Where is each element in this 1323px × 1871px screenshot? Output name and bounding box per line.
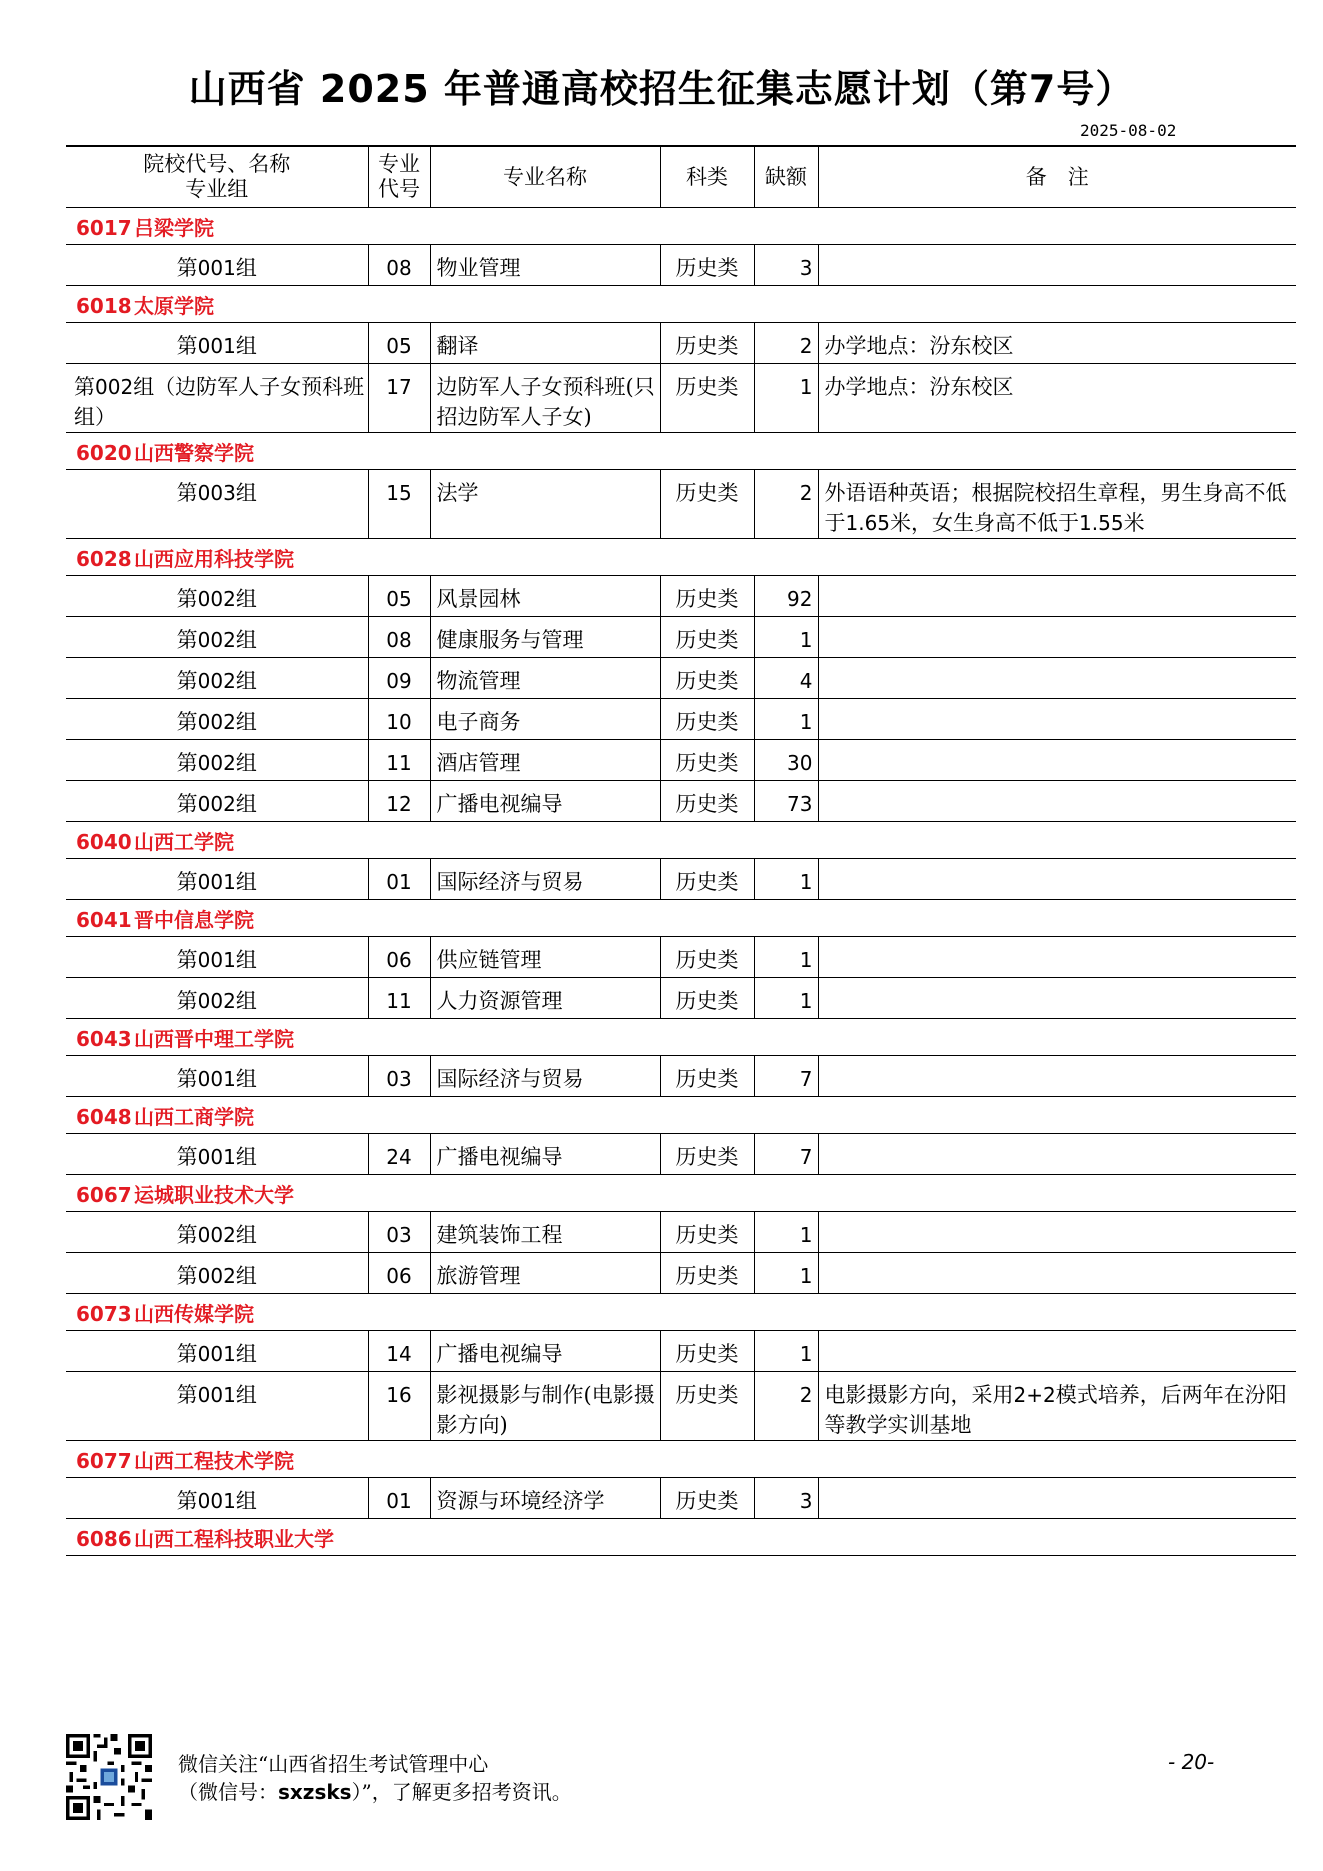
school-code: 6077 — [76, 1448, 132, 1473]
school-name — [66, 1019, 1296, 1056]
school-name — [66, 1294, 1296, 1331]
enrollment-table — [66, 145, 1296, 1556]
school-title: 山西应用科技学院 — [134, 546, 294, 571]
table-row — [66, 576, 1296, 617]
school-header-row — [66, 539, 1296, 576]
cell-major-name: 广播电视编导 — [430, 781, 660, 822]
school-name — [66, 1519, 1296, 1556]
school-header-row — [66, 1441, 1296, 1478]
cell-group: 第002组 — [66, 978, 368, 1019]
school-header-row — [66, 1019, 1296, 1056]
table-row — [66, 740, 1296, 781]
school-name — [66, 433, 1296, 470]
cell-category: 历史类 — [660, 470, 754, 539]
wechat-id: sxzsks — [278, 1780, 352, 1804]
cell-vacancy: 1 — [754, 1253, 818, 1294]
school-title: 运城职业技术大学 — [134, 1182, 294, 1207]
cell-group: 第002组 — [66, 617, 368, 658]
cell-vacancy: 2 — [754, 470, 818, 539]
cell-group: 第002组 — [66, 699, 368, 740]
table-row — [66, 1134, 1296, 1175]
cell-major-code: 01 — [368, 859, 430, 900]
school-header-row — [66, 433, 1296, 470]
cell-category: 历史类 — [660, 1253, 754, 1294]
cell-major-code: 15 — [368, 470, 430, 539]
cell-group: 第001组 — [66, 1478, 368, 1519]
school-title: 山西警察学院 — [134, 440, 254, 465]
cell-major-code: 06 — [368, 1253, 430, 1294]
cell-group: 第001组 — [66, 1056, 368, 1097]
cell-remark — [818, 576, 1296, 617]
cell-remark — [818, 658, 1296, 699]
cell-remark — [818, 617, 1296, 658]
cell-vacancy: 7 — [754, 1134, 818, 1175]
cell-major-code: 24 — [368, 1134, 430, 1175]
cell-group: 第003组 — [66, 470, 368, 539]
table-row — [66, 364, 1296, 433]
cell-category: 历史类 — [660, 978, 754, 1019]
cell-category: 历史类 — [660, 740, 754, 781]
cell-remark — [818, 937, 1296, 978]
cell-category: 历史类 — [660, 937, 754, 978]
cell-vacancy: 3 — [754, 245, 818, 286]
cell-major-name: 建筑装饰工程 — [430, 1212, 660, 1253]
header-category: 科类 — [660, 146, 754, 208]
school-name — [66, 539, 1296, 576]
table-row — [66, 1478, 1296, 1519]
cell-group: 第002组（边防军人子女预科班组） — [66, 364, 368, 433]
school-code: 6017 — [76, 215, 132, 240]
school-code: 6067 — [76, 1182, 132, 1207]
cell-category: 历史类 — [660, 323, 754, 364]
cell-remark — [818, 245, 1296, 286]
cell-group: 第001组 — [66, 1331, 368, 1372]
table-row — [66, 1372, 1296, 1441]
cell-vacancy: 1 — [754, 1212, 818, 1253]
qr-code-icon — [66, 1734, 152, 1820]
school-name — [66, 900, 1296, 937]
cell-vacancy: 1 — [754, 978, 818, 1019]
footer-note — [178, 1750, 572, 1806]
table-row — [66, 470, 1296, 539]
table-row — [66, 245, 1296, 286]
school-code: 6073 — [76, 1301, 132, 1326]
cell-vacancy: 1 — [754, 617, 818, 658]
school-title: 太原学院 — [134, 293, 214, 318]
cell-group: 第002组 — [66, 740, 368, 781]
cell-category: 历史类 — [660, 1212, 754, 1253]
cell-major-name: 国际经济与贸易 — [430, 1056, 660, 1097]
cell-major-name: 物流管理 — [430, 658, 660, 699]
school-name — [66, 822, 1296, 859]
school-code: 6086 — [76, 1526, 132, 1551]
cell-major-name: 边防军人子女预科班(只招边防军人子女) — [430, 364, 660, 433]
cell-major-code: 08 — [368, 245, 430, 286]
cell-vacancy: 4 — [754, 658, 818, 699]
cell-remark — [818, 699, 1296, 740]
cell-vacancy: 1 — [754, 1331, 818, 1372]
cell-major-code: 03 — [368, 1056, 430, 1097]
cell-remark — [818, 1056, 1296, 1097]
cell-major-code: 11 — [368, 740, 430, 781]
school-code: 6018 — [76, 293, 132, 318]
school-code: 6020 — [76, 440, 132, 465]
cell-category: 历史类 — [660, 245, 754, 286]
cell-major-name: 风景园林 — [430, 576, 660, 617]
cell-category: 历史类 — [660, 617, 754, 658]
school-header-row — [66, 286, 1296, 323]
school-name — [66, 1175, 1296, 1212]
cell-category: 历史类 — [660, 1056, 754, 1097]
table-header-row — [66, 146, 1296, 208]
school-header-row — [66, 1519, 1296, 1556]
school-title: 山西工程科技职业大学 — [134, 1526, 334, 1551]
cell-remark — [818, 1253, 1296, 1294]
cell-major-name: 广播电视编导 — [430, 1331, 660, 1372]
cell-remark — [818, 1212, 1296, 1253]
cell-vacancy: 3 — [754, 1478, 818, 1519]
cell-category: 历史类 — [660, 1478, 754, 1519]
table-row — [66, 781, 1296, 822]
school-code: 6043 — [76, 1026, 132, 1051]
school-header-row — [66, 900, 1296, 937]
school-header-row — [66, 1294, 1296, 1331]
school-name — [66, 208, 1296, 245]
page-title: 山西省 2025 年普通高校招生征集志愿计划（第7号） — [188, 67, 1135, 111]
school-header-row — [66, 208, 1296, 245]
table-body — [66, 208, 1296, 1556]
cell-category: 历史类 — [660, 1331, 754, 1372]
school-title: 吕梁学院 — [134, 215, 214, 240]
school-name — [66, 1097, 1296, 1134]
cell-category: 历史类 — [660, 364, 754, 433]
cell-vacancy: 2 — [754, 1372, 818, 1441]
footer-line-1: 微信关注“山西省招生考试管理中心 — [178, 1752, 489, 1776]
cell-major-name: 影视摄影与制作(电影摄影方向) — [430, 1372, 660, 1441]
header-school: 院校代号、名称 专业组 — [66, 146, 368, 208]
cell-vacancy: 1 — [754, 364, 818, 433]
cell-major-code: 16 — [368, 1372, 430, 1441]
school-code: 6028 — [76, 546, 132, 571]
cell-category: 历史类 — [660, 658, 754, 699]
cell-vacancy: 2 — [754, 323, 818, 364]
table-row — [66, 699, 1296, 740]
school-header-row — [66, 1097, 1296, 1134]
cell-vacancy: 7 — [754, 1056, 818, 1097]
school-title: 晋中信息学院 — [134, 907, 254, 932]
cell-remark: 电影摄影方向，采用2+2模式培养，后两年在汾阳等教学实训基地 — [818, 1372, 1296, 1441]
cell-group: 第001组 — [66, 937, 368, 978]
cell-vacancy: 1 — [754, 859, 818, 900]
cell-vacancy: 92 — [754, 576, 818, 617]
cell-major-name: 电子商务 — [430, 699, 660, 740]
cell-major-code: 06 — [368, 937, 430, 978]
cell-remark — [818, 740, 1296, 781]
cell-major-name: 健康服务与管理 — [430, 617, 660, 658]
header-vacancy: 缺额 — [754, 146, 818, 208]
cell-major-name: 酒店管理 — [430, 740, 660, 781]
cell-major-code: 05 — [368, 576, 430, 617]
table-row — [66, 859, 1296, 900]
cell-major-code: 17 — [368, 364, 430, 433]
school-code: 6040 — [76, 829, 132, 854]
cell-major-code: 03 — [368, 1212, 430, 1253]
header-remark: 备 注 — [818, 146, 1296, 208]
table-row — [66, 1253, 1296, 1294]
cell-major-name: 广播电视编导 — [430, 1134, 660, 1175]
header-major-name: 专业名称 — [430, 146, 660, 208]
school-title: 山西工学院 — [134, 829, 234, 854]
cell-vacancy: 73 — [754, 781, 818, 822]
school-header-row — [66, 822, 1296, 859]
cell-group: 第001组 — [66, 323, 368, 364]
cell-major-code: 12 — [368, 781, 430, 822]
cell-major-name: 供应链管理 — [430, 937, 660, 978]
cell-major-name: 物业管理 — [430, 245, 660, 286]
table-row — [66, 1056, 1296, 1097]
school-title: 山西工程技术学院 — [134, 1448, 294, 1473]
table-row — [66, 937, 1296, 978]
cell-vacancy: 1 — [754, 699, 818, 740]
school-code: 6041 — [76, 907, 132, 932]
school-title: 山西传媒学院 — [134, 1301, 254, 1326]
table-row — [66, 978, 1296, 1019]
cell-major-name: 资源与环境经济学 — [430, 1478, 660, 1519]
cell-remark: 办学地点：汾东校区 — [818, 323, 1296, 364]
cell-major-name: 国际经济与贸易 — [430, 859, 660, 900]
page-date: 2025-08-02 — [1080, 121, 1177, 140]
cell-major-code: 11 — [368, 978, 430, 1019]
cell-remark: 办学地点：汾东校区 — [818, 364, 1296, 433]
school-name — [66, 1441, 1296, 1478]
cell-major-name: 旅游管理 — [430, 1253, 660, 1294]
school-title: 山西工商学院 — [134, 1104, 254, 1129]
table-row — [66, 1212, 1296, 1253]
school-header-row — [66, 1175, 1296, 1212]
header-major-code: 专业 代号 — [368, 146, 430, 208]
cell-remark — [818, 978, 1296, 1019]
cell-category: 历史类 — [660, 576, 754, 617]
table-row — [66, 323, 1296, 364]
school-title: 山西晋中理工学院 — [134, 1026, 294, 1051]
cell-remark — [818, 781, 1296, 822]
cell-group: 第002组 — [66, 781, 368, 822]
cell-category: 历史类 — [660, 1372, 754, 1441]
cell-major-code: 09 — [368, 658, 430, 699]
cell-group: 第002组 — [66, 576, 368, 617]
cell-remark — [818, 1331, 1296, 1372]
footer-line-2: （微信号：sxzsks）”，了解更多招考资讯。 — [178, 1780, 572, 1804]
cell-major-code: 01 — [368, 1478, 430, 1519]
cell-group: 第001组 — [66, 859, 368, 900]
cell-vacancy: 30 — [754, 740, 818, 781]
cell-group: 第001组 — [66, 245, 368, 286]
table-row — [66, 617, 1296, 658]
school-name — [66, 286, 1296, 323]
cell-major-name: 法学 — [430, 470, 660, 539]
cell-group: 第001组 — [66, 1372, 368, 1441]
cell-major-code: 08 — [368, 617, 430, 658]
cell-major-code: 14 — [368, 1331, 430, 1372]
cell-category: 历史类 — [660, 781, 754, 822]
cell-remark — [818, 1134, 1296, 1175]
school-code: 6048 — [76, 1104, 132, 1129]
cell-vacancy: 1 — [754, 937, 818, 978]
cell-group: 第001组 — [66, 1134, 368, 1175]
cell-remark — [818, 859, 1296, 900]
cell-major-code: 10 — [368, 699, 430, 740]
cell-group: 第002组 — [66, 1212, 368, 1253]
table-row — [66, 1331, 1296, 1372]
cell-category: 历史类 — [660, 1134, 754, 1175]
cell-remark: 外语语种英语；根据院校招生章程，男生身高不低于1.65米，女生身高不低于1.55米 — [818, 470, 1296, 539]
cell-group: 第002组 — [66, 1253, 368, 1294]
cell-remark — [818, 1478, 1296, 1519]
page-number: - 20- — [1168, 1750, 1215, 1774]
cell-major-name: 人力资源管理 — [430, 978, 660, 1019]
cell-group: 第002组 — [66, 658, 368, 699]
cell-major-code: 05 — [368, 323, 430, 364]
cell-category: 历史类 — [660, 859, 754, 900]
table-row — [66, 658, 1296, 699]
cell-major-name: 翻译 — [430, 323, 660, 364]
cell-category: 历史类 — [660, 699, 754, 740]
